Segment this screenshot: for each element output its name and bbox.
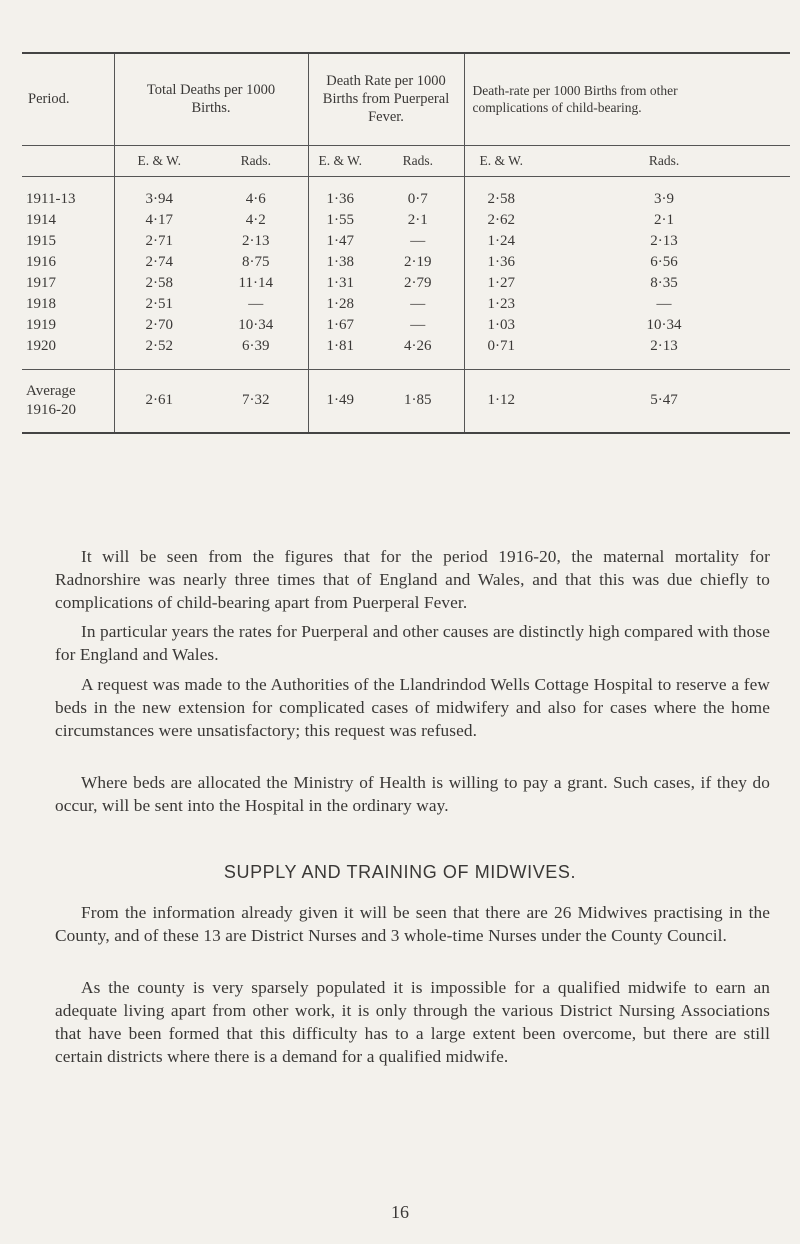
paragraph-hospital-request: A request was made to the Authorities of the Llandrindod Wells Cottage Hospital to reserve a few beds in the new extension for complicated cases of midwifery and also for cases where the home circumstances were unsatisfactory; this request was refused. (55, 675, 770, 740)
section-heading: SUPPLY AND TRAINING OF MIDWIVES. (223, 862, 577, 882)
table-row: 1915 2·71 2·13 1·47 — 1·24 2·13 (22, 231, 790, 252)
subheader-pf-rads: Rads. (372, 145, 464, 176)
table-row: 1914 4·17 4·2 1·55 2·1 2·62 2·1 (22, 210, 790, 231)
paragraph-sparse-population: As the county is very sparsely populated it is impossible for a qualified midwife to earn an adequate living apart from other work, it is only through the various District Nursing Associations that have been formed that this difficulty has to a large extent been overcome, but there are still certain districts where there is a demand for a qualified midwife. (55, 978, 770, 1066)
header-other-complications: Death-rate per 1000 Births from other complications of child-bearing. (464, 53, 790, 145)
table-row: 1920 2·52 6·39 1·81 4·26 0·71 2·13 (22, 336, 790, 357)
paragraph-particular-years: In particular years the rates for Puerperal and other causes are distinctly high compared with those for England and Wales. (55, 622, 770, 664)
header-puerperal-fever: Death Rate per 1000 Births from Puerperal Fever. (308, 53, 464, 145)
header-total-deaths: Total Deaths per 1000 Births. (114, 53, 308, 145)
paragraph-midwives-count: From the information already given it will be seen that there are 26 Midwives practising in the County, and of these 13 are District Nurses and 3 whole-time Nurses under the County Council. (55, 903, 770, 945)
page-number: 16 (391, 1202, 409, 1222)
table-row: 1919 2·70 10·34 1·67 — 1·03 10·34 (22, 315, 790, 336)
table-row: 1911-13 3·94 4·6 1·36 0·7 2·58 3·9 (22, 189, 790, 210)
mortality-table (22, 52, 790, 434)
table-row: 1918 2·51 — 1·28 — 1·23 — (22, 294, 790, 315)
subheader-pf-ew: E. & W. (308, 145, 372, 176)
paragraph-maternal-mortality: It will be seen from the figures that for the period 1916-20, the maternal mortality for Radnorshire was nearly three times that of England and Wales, and that this was due chiefly to complications of child-bearing apart from Puerperal Fever. (55, 547, 770, 612)
table-row-average: Average 1916-20 2·61 7·32 1·49 1·85 1·12 5·47 (22, 369, 790, 433)
subheader-oc-rads: Rads. (538, 145, 790, 176)
table-row: 1917 2·58 11·14 1·31 2·79 1·27 8·35 (22, 273, 790, 294)
header-period: Period. (28, 91, 70, 107)
table-row: 1916 2·74 8·75 1·38 2·19 1·36 6·56 (22, 252, 790, 273)
subheader-total-rads: Rads. (204, 145, 308, 176)
subheader-total-ew: E. & W. (114, 145, 204, 176)
paragraph-ministry-grant: Where beds are allocated the Ministry of Health is willing to pay a grant. Such cases, if they do occur, will be sent into the Hospital in the ordinary way. (55, 773, 770, 815)
subheader-oc-ew: E. & W. (464, 145, 538, 176)
